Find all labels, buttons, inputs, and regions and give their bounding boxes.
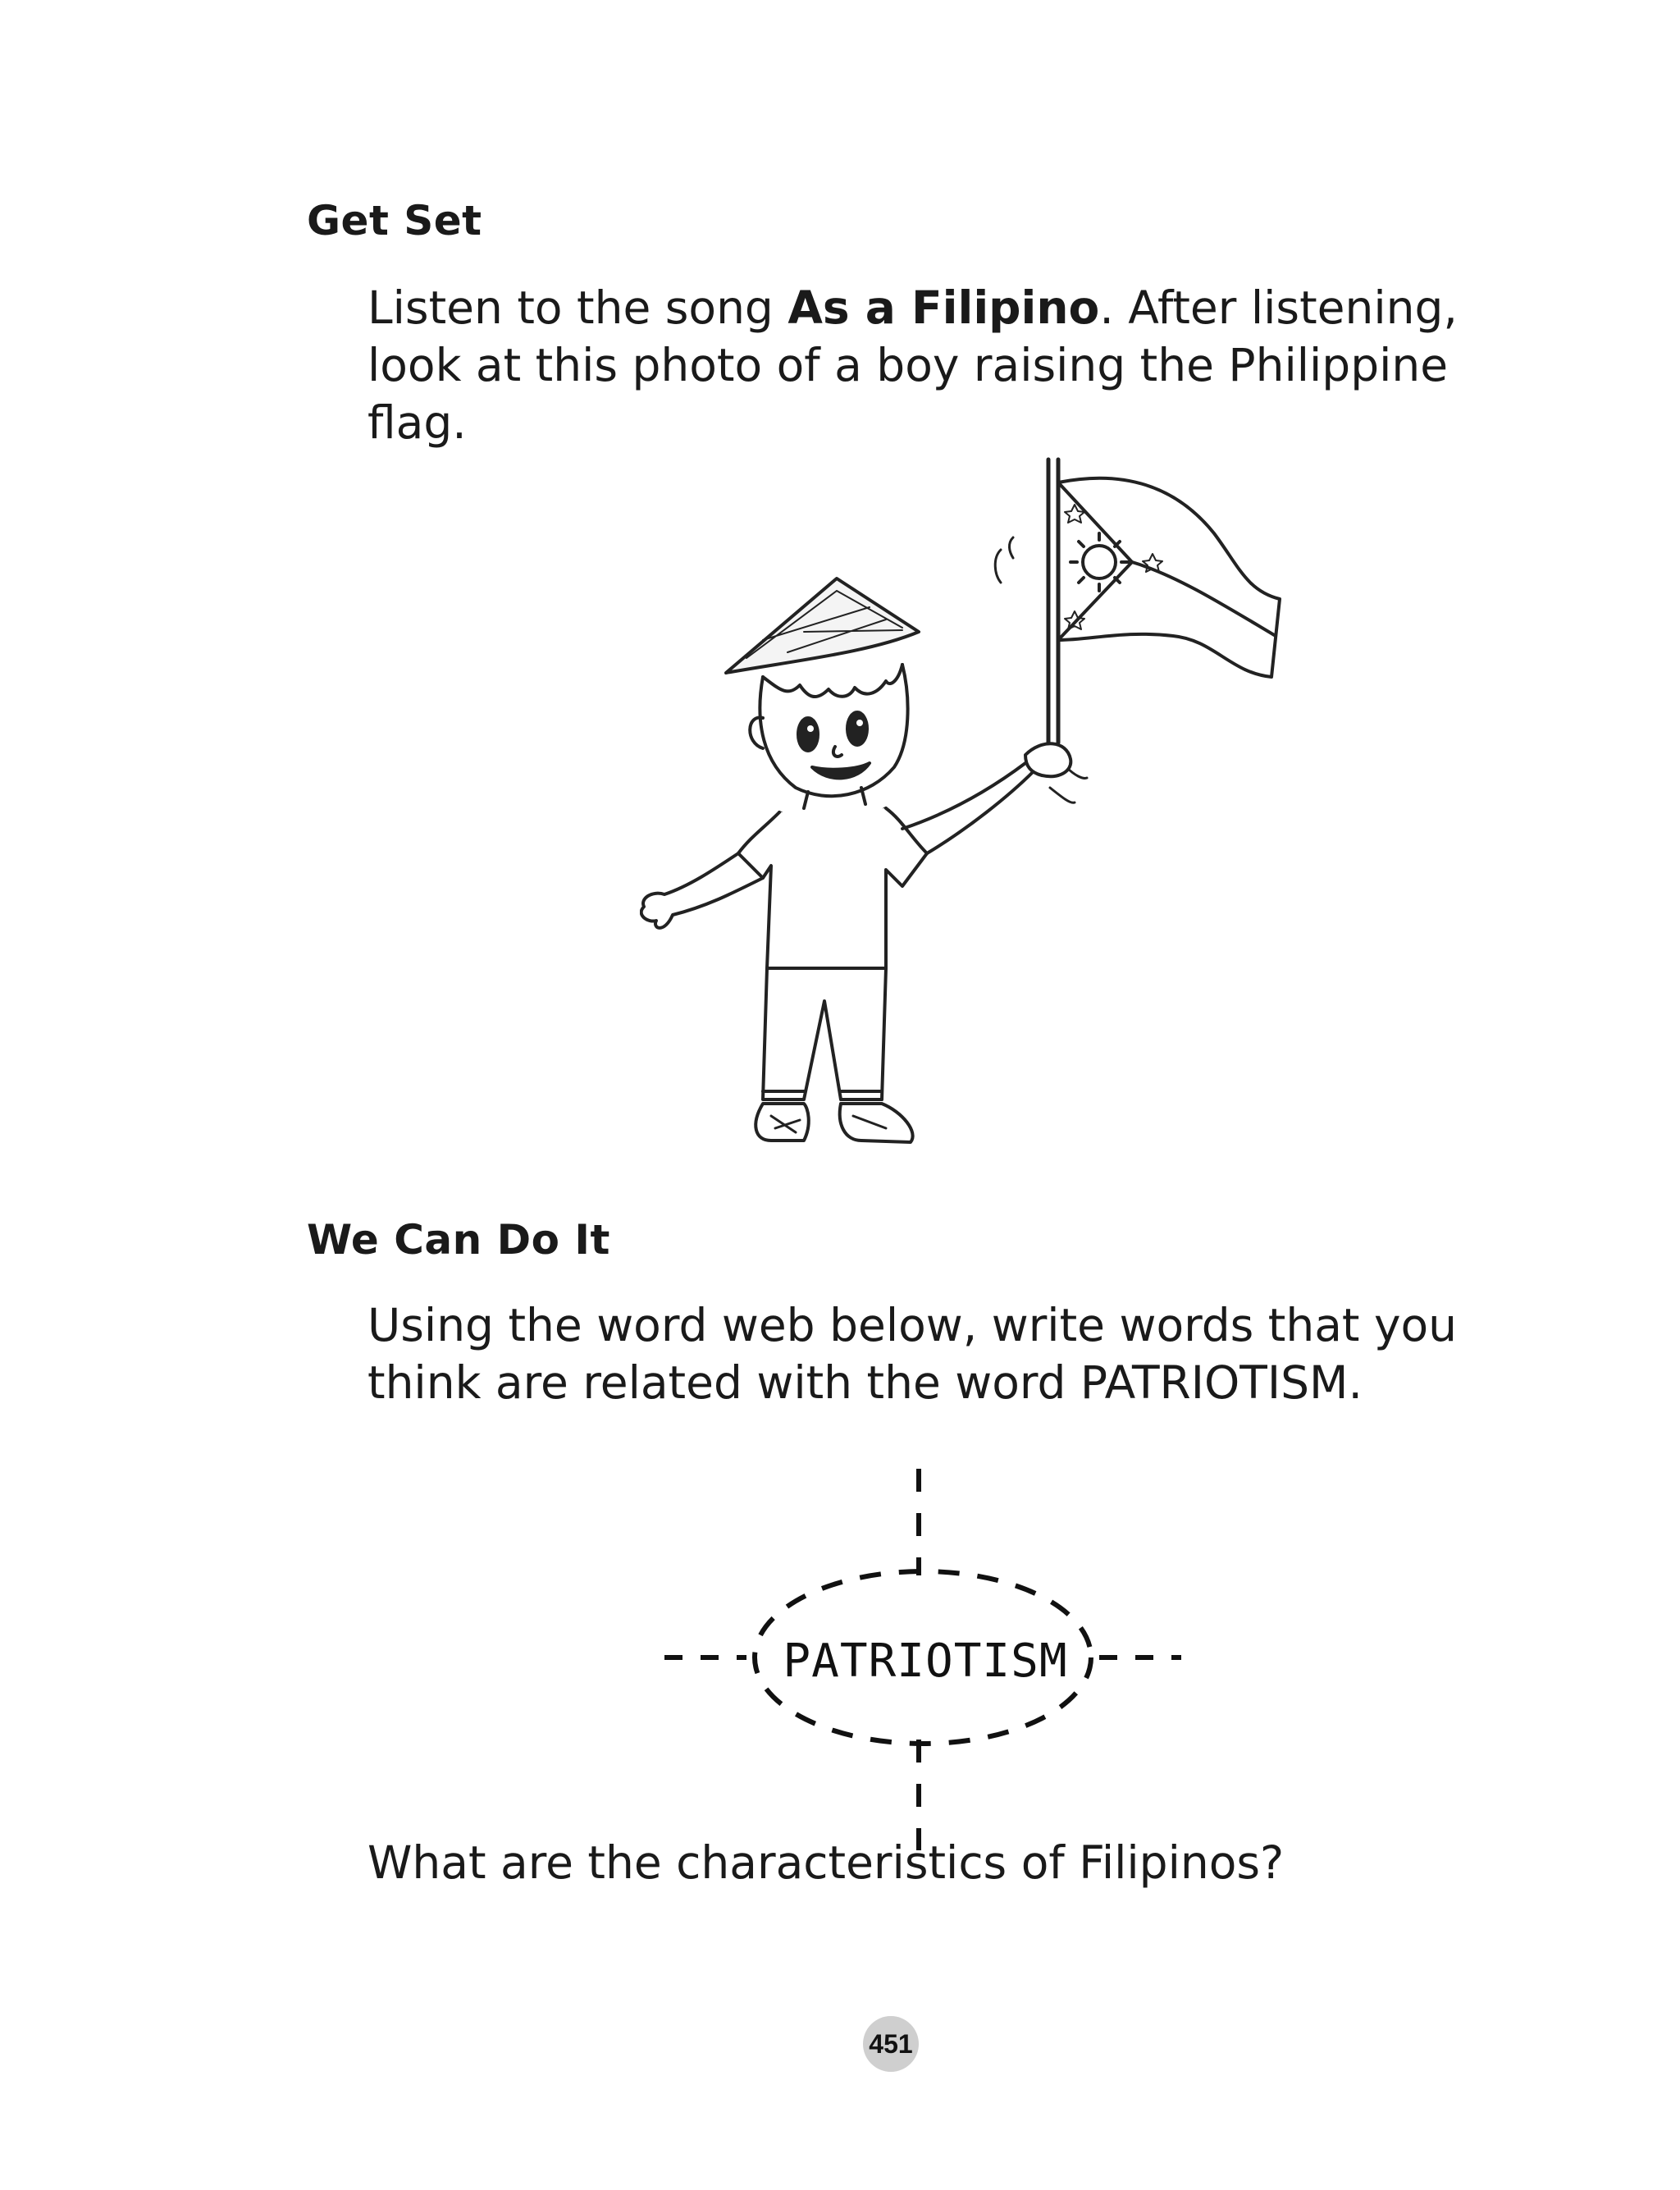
get-set-text-after: . After listening, look at this photo of a boy raising the Philippine flag. <box>368 281 1458 449</box>
raised-hand <box>1025 743 1071 776</box>
we-can-do-it-instructions: Using the word web below, write words that you think are related with the word PATRIOTISM. <box>368 1299 1458 1409</box>
question-text: What are the characteristics of Filipinos? <box>368 1836 1285 1889</box>
boy-pants <box>763 968 886 1100</box>
song-title: As a Filipino <box>788 281 1100 334</box>
right-sandal <box>840 1104 913 1142</box>
left-eye <box>798 718 818 751</box>
section-heading-get-set: Get Set <box>307 197 482 245</box>
right-eye <box>847 712 867 745</box>
boy-shirt <box>738 808 927 968</box>
flag-sun <box>1083 546 1116 578</box>
outstretched-hand <box>641 894 673 928</box>
salakot-hat <box>726 578 919 673</box>
section-heading-we-can-do-it: We Can Do It <box>307 1216 610 1264</box>
boy-waving-flag-illustration <box>640 443 1312 1182</box>
get-set-paragraph <box>368 279 1549 451</box>
page-number: 451 <box>863 2016 919 2072</box>
get-set-text-before: Listen to the song <box>368 281 788 334</box>
word-web-center-word: PATRIOTISM <box>783 1634 1068 1688</box>
